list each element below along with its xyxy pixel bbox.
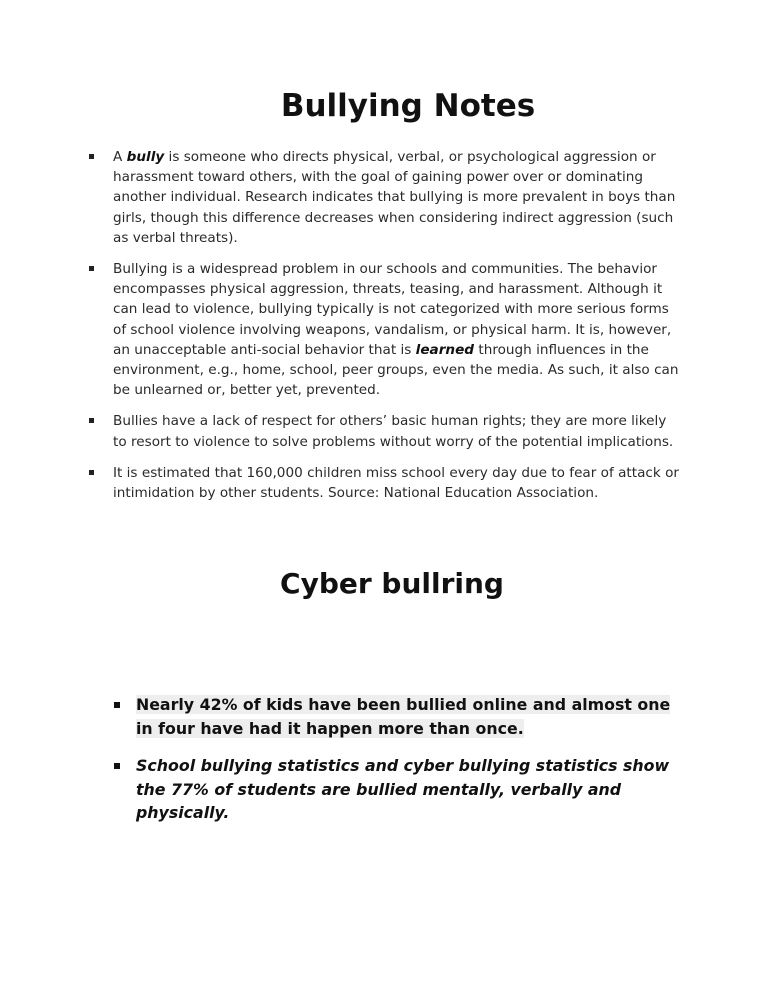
cyber-list: [0, 693, 768, 839]
square-bullet-icon: [89, 470, 94, 475]
list-item: [0, 147, 768, 248]
square-bullet-icon: [89, 154, 94, 159]
note-text: is someone who directs physical, verbal, or psychological aggression or harassment toward others, with the goal of gaining power over or dominating another individual. Research indicates that bullying is more prevalent in boys than girls, though this difference decreases when considering indirect aggression (such as verbal threats).: [113, 149, 676, 246]
note-text: A: [113, 149, 127, 165]
square-bullet-icon: [114, 702, 120, 708]
list-item: [0, 754, 768, 825]
cyber-point-text: Nearly 42% of kids have been bullied online and almost one in four have had it happen more than once.: [136, 695, 671, 738]
note-text: through influences in the environment, e.g., home, school, peer groups, even the media. As such, it also can be unlearned or, better yet, prevented.: [113, 341, 679, 399]
square-bullet-icon: [89, 418, 94, 423]
notes-list: [0, 147, 768, 514]
list-item: [0, 411, 768, 451]
section-title: Cyber bullring: [280, 567, 504, 600]
list-item: [0, 693, 768, 740]
square-bullet-icon: [114, 763, 120, 769]
emphasized-term: bully: [126, 149, 165, 165]
page-title: Bullying Notes: [280, 88, 536, 124]
note-text: Bullies have a lack of respect for others’ basic human rights; they are more likely to resort to violence to solve problems without worry of the potential implications.: [113, 413, 674, 450]
cyber-point-text: School bullying statistics and cyber bullying statistics show the 77% of students are bullied mentally, verbally and physically.: [136, 756, 670, 822]
emphasized-term: learned: [415, 341, 475, 358]
list-item: [0, 463, 768, 503]
list-item: [0, 259, 768, 400]
note-text: It is estimated that 160,000 children miss school every day due to fear of attack or intimidation by other students. Source: National Education Association.: [113, 464, 679, 502]
square-bullet-icon: [89, 266, 94, 271]
note-text: Bullying is a widespread problem in our schools and communities. The behavior encompasses physical aggression, threats, teasing, and harassment. Although it can lead to violence, bullying typically is not categorized with more serious forms of school violence involving weapons, vandalism, or physical harm. It is, however, an unacceptable anti-social behavior that is: [113, 261, 672, 358]
